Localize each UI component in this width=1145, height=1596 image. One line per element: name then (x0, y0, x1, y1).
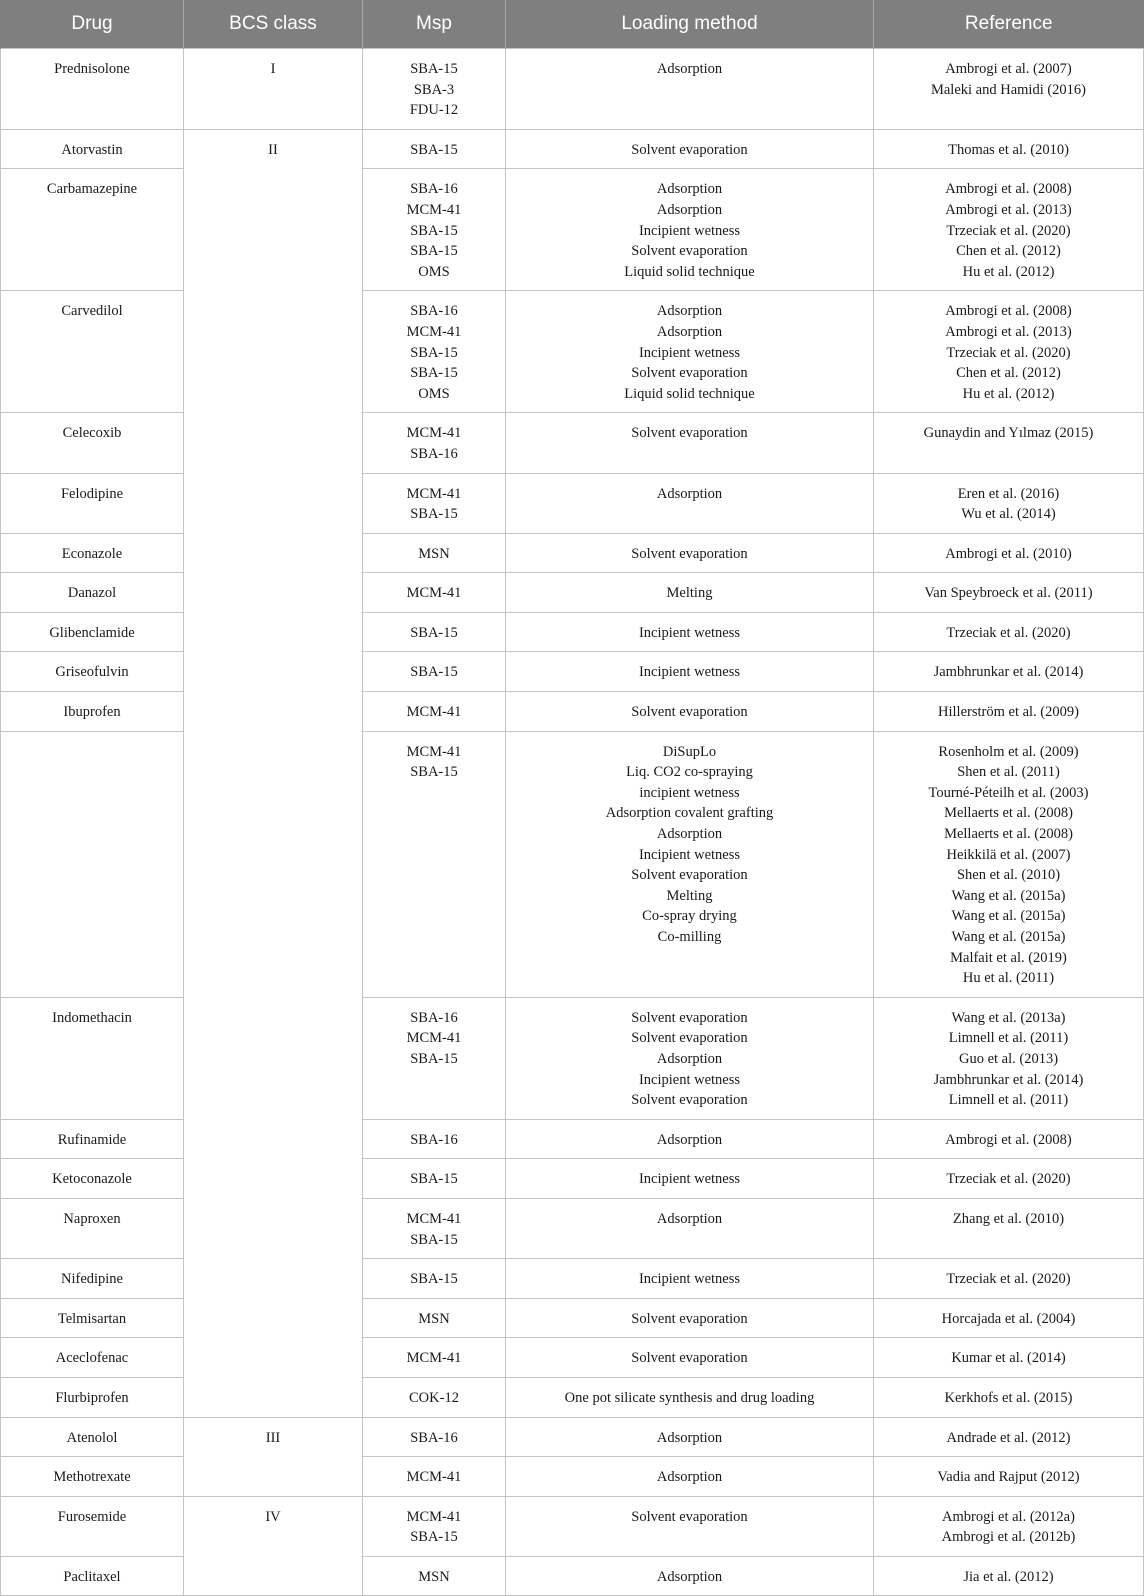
drug-cell: Paclitaxel (1, 1556, 184, 1596)
msp-cell: MCM-41 (363, 573, 506, 613)
drug-cell: Indomethacin (1, 997, 184, 1119)
header-msp: Msp (363, 0, 506, 49)
msp-cell: MCM-41 SBA-15 (363, 731, 506, 997)
table-row (1, 1417, 1144, 1457)
reference-cell: Trzeciak et al. (2020) (874, 1159, 1144, 1199)
msp-cell: MCM-41 SBA-15 (363, 1198, 506, 1258)
reference-cell: Van Speybroeck et al. (2011) (874, 573, 1144, 613)
msp-cell: COK-12 (363, 1377, 506, 1417)
msp-cell: SBA-16 (363, 1119, 506, 1159)
reference-cell: Ambrogi et al. (2008) (874, 1119, 1144, 1159)
drug-cell: Aceclofenac (1, 1338, 184, 1378)
table-row (1, 291, 1144, 413)
table-row (1, 473, 1144, 533)
drug-cell: Ibuprofen (1, 692, 184, 732)
drug-cell: Danazol (1, 573, 184, 613)
drug-cell: Ketoconazole (1, 1159, 184, 1199)
drug-cell: Carbamazepine (1, 169, 184, 291)
drug-cell: Celecoxib (1, 413, 184, 473)
reference-cell: Horcajada et al. (2004) (874, 1298, 1144, 1338)
loading-method-cell: Incipient wetness (506, 1159, 874, 1199)
drug-cell: Atorvastin (1, 129, 184, 169)
table-row (1, 169, 1144, 291)
drug-cell: Felodipine (1, 473, 184, 533)
table-row (1, 1377, 1144, 1417)
reference-cell: Kumar et al. (2014) (874, 1338, 1144, 1378)
drug-cell: Nifedipine (1, 1259, 184, 1299)
table-row (1, 1119, 1144, 1159)
msp-cell: SBA-15 (363, 1259, 506, 1299)
reference-cell: Jambhrunkar et al. (2014) (874, 652, 1144, 692)
table-row (1, 49, 1144, 130)
loading-method-cell: Solvent evaporation (506, 533, 874, 573)
table-row (1, 692, 1144, 732)
loading-method-cell: Solvent evaporation (506, 413, 874, 473)
loading-method-cell: Incipient wetness (506, 1259, 874, 1299)
reference-cell: Zhang et al. (2010) (874, 1198, 1144, 1258)
loading-method-cell: Melting (506, 573, 874, 613)
table-row (1, 1457, 1144, 1497)
reference-cell: Ambrogi et al. (2007) Maleki and Hamidi (2016) (874, 49, 1144, 130)
table-row (1, 1259, 1144, 1299)
loading-method-cell: Adsorption (506, 49, 874, 130)
drug-cell: Carvedilol (1, 291, 184, 413)
reference-cell: Ambrogi et al. (2008) Ambrogi et al. (2013) Trzeciak et al. (2020) Chen et al. (2012) Hu et al. (2012) (874, 169, 1144, 291)
table-row (1, 1338, 1144, 1378)
msp-cell: SBA-15 (363, 1159, 506, 1199)
drug-cell: Methotrexate (1, 1457, 184, 1497)
reference-cell: Rosenholm et al. (2009) Shen et al. (2011) Tourné-Péteilh et al. (2003) Mellaerts et al. (2008) Mellaerts et al. (2008) Heikkilä et al. (2007) Shen et al. (2010) Wang et al. (2015a) Wang et al. (2015a) Wang et al. (2015a) Malfait et al. (2019) Hu et al. (2011) (874, 731, 1144, 997)
msp-cell: SBA-15 (363, 652, 506, 692)
reference-cell: Ambrogi et al. (2012a) Ambrogi et al. (2012b) (874, 1496, 1144, 1556)
msp-cell: SBA-16 MCM-41 SBA-15 (363, 997, 506, 1119)
table-row (1, 573, 1144, 613)
msp-cell: MSN (363, 1298, 506, 1338)
reference-cell: Vadia and Rajput (2012) (874, 1457, 1144, 1497)
reference-cell: Ambrogi et al. (2010) (874, 533, 1144, 573)
msp-cell: SBA-16 (363, 1417, 506, 1457)
reference-cell: Hillerström et al. (2009) (874, 692, 1144, 732)
loading-method-cell: Solvent evaporation (506, 1496, 874, 1556)
msp-cell: SBA-16 MCM-41 SBA-15 SBA-15 OMS (363, 169, 506, 291)
reference-cell: Gunaydin and Yılmaz (2015) (874, 413, 1144, 473)
loading-method-cell: Adsorption (506, 1457, 874, 1497)
loading-method-cell: Solvent evaporation Solvent evaporation Adsorption Incipient wetness Solvent evaporation (506, 997, 874, 1119)
table-row (1, 997, 1144, 1119)
header-bcs-class: BCS class (184, 0, 363, 49)
table-row (1, 533, 1144, 573)
msp-cell: MCM-41 SBA-15 (363, 1496, 506, 1556)
reference-cell: Eren et al. (2016) Wu et al. (2014) (874, 473, 1144, 533)
msp-cell: MCM-41 SBA-16 (363, 413, 506, 473)
loading-method-cell: Solvent evaporation (506, 692, 874, 732)
drug-cell: Econazole (1, 533, 184, 573)
bcs-class-cell: II (184, 129, 363, 1417)
table-row (1, 413, 1144, 473)
table-header (1, 0, 1144, 49)
msp-cell: SBA-15 (363, 612, 506, 652)
msp-cell: MCM-41 (363, 1457, 506, 1497)
table-row (1, 1496, 1144, 1556)
msp-cell: MSN (363, 1556, 506, 1596)
msp-cell: SBA-15 SBA-3 FDU-12 (363, 49, 506, 130)
reference-cell: Kerkhofs et al. (2015) (874, 1377, 1144, 1417)
bcs-class-cell: I (184, 49, 363, 130)
loading-method-cell: Solvent evaporation (506, 129, 874, 169)
drug-cell: Rufinamide (1, 1119, 184, 1159)
drug-cell: Prednisolone (1, 49, 184, 130)
drug-cell: Griseofulvin (1, 652, 184, 692)
loading-method-cell: Adsorption (506, 1556, 874, 1596)
reference-cell: Thomas et al. (2010) (874, 129, 1144, 169)
table-row (1, 612, 1144, 652)
drug-cell (1, 731, 184, 997)
table-row (1, 1198, 1144, 1258)
loading-method-cell: Adsorption (506, 1417, 874, 1457)
loading-method-cell: Solvent evaporation (506, 1338, 874, 1378)
msp-cell: SBA-16 MCM-41 SBA-15 SBA-15 OMS (363, 291, 506, 413)
reference-cell: Wang et al. (2013a) Limnell et al. (2011) Guo et al. (2013) Jambhrunkar et al. (2014) Limnell et al. (2011) (874, 997, 1144, 1119)
table-row (1, 652, 1144, 692)
loading-method-cell: Incipient wetness (506, 652, 874, 692)
msp-cell: MCM-41 (363, 1338, 506, 1378)
drug-cell: Atenolol (1, 1417, 184, 1457)
table-row (1, 1298, 1144, 1338)
reference-cell: Trzeciak et al. (2020) (874, 1259, 1144, 1299)
loading-method-cell: Adsorption (506, 1119, 874, 1159)
loading-method-cell: DiSupLo Liq. CO2 co-spraying incipient wetness Adsorption covalent grafting Adsorption Incipient wetness Solvent evaporation Melting Co-spray drying Co-milling (506, 731, 874, 997)
drug-cell: Flurbiprofen (1, 1377, 184, 1417)
reference-cell: Ambrogi et al. (2008) Ambrogi et al. (2013) Trzeciak et al. (2020) Chen et al. (2012) Hu et al. (2012) (874, 291, 1144, 413)
drug-cell: Naproxen (1, 1198, 184, 1258)
table-row (1, 731, 1144, 997)
drug-cell: Furosemide (1, 1496, 184, 1556)
loading-method-cell: Adsorption Adsorption Incipient wetness Solvent evaporation Liquid solid technique (506, 291, 874, 413)
reference-cell: Jia et al. (2012) (874, 1556, 1144, 1596)
msp-cell: MSN (363, 533, 506, 573)
msp-cell: MCM-41 SBA-15 (363, 473, 506, 533)
drug-cell: Telmisartan (1, 1298, 184, 1338)
table-row (1, 129, 1144, 169)
loading-method-cell: Solvent evaporation (506, 1298, 874, 1338)
table-row (1, 1556, 1144, 1596)
bcs-class-cell: IV (184, 1496, 363, 1596)
loading-method-cell: Adsorption (506, 473, 874, 533)
msp-cell: SBA-15 (363, 129, 506, 169)
header-loading-method: Loading method (506, 0, 874, 49)
msp-cell: MCM-41 (363, 692, 506, 732)
header-drug: Drug (1, 0, 184, 49)
bcs-class-cell: III (184, 1417, 363, 1496)
loading-method-cell: Incipient wetness (506, 612, 874, 652)
loading-method-cell: Adsorption Adsorption Incipient wetness Solvent evaporation Liquid solid technique (506, 169, 874, 291)
drug-cell: Glibenclamide (1, 612, 184, 652)
reference-cell: Trzeciak et al. (2020) (874, 612, 1144, 652)
loading-method-cell: One pot silicate synthesis and drug loading (506, 1377, 874, 1417)
table-row (1, 1159, 1144, 1199)
header-reference: Reference (874, 0, 1144, 49)
table-body (1, 49, 1144, 1596)
reference-cell: Andrade et al. (2012) (874, 1417, 1144, 1457)
loading-method-cell: Adsorption (506, 1198, 874, 1258)
